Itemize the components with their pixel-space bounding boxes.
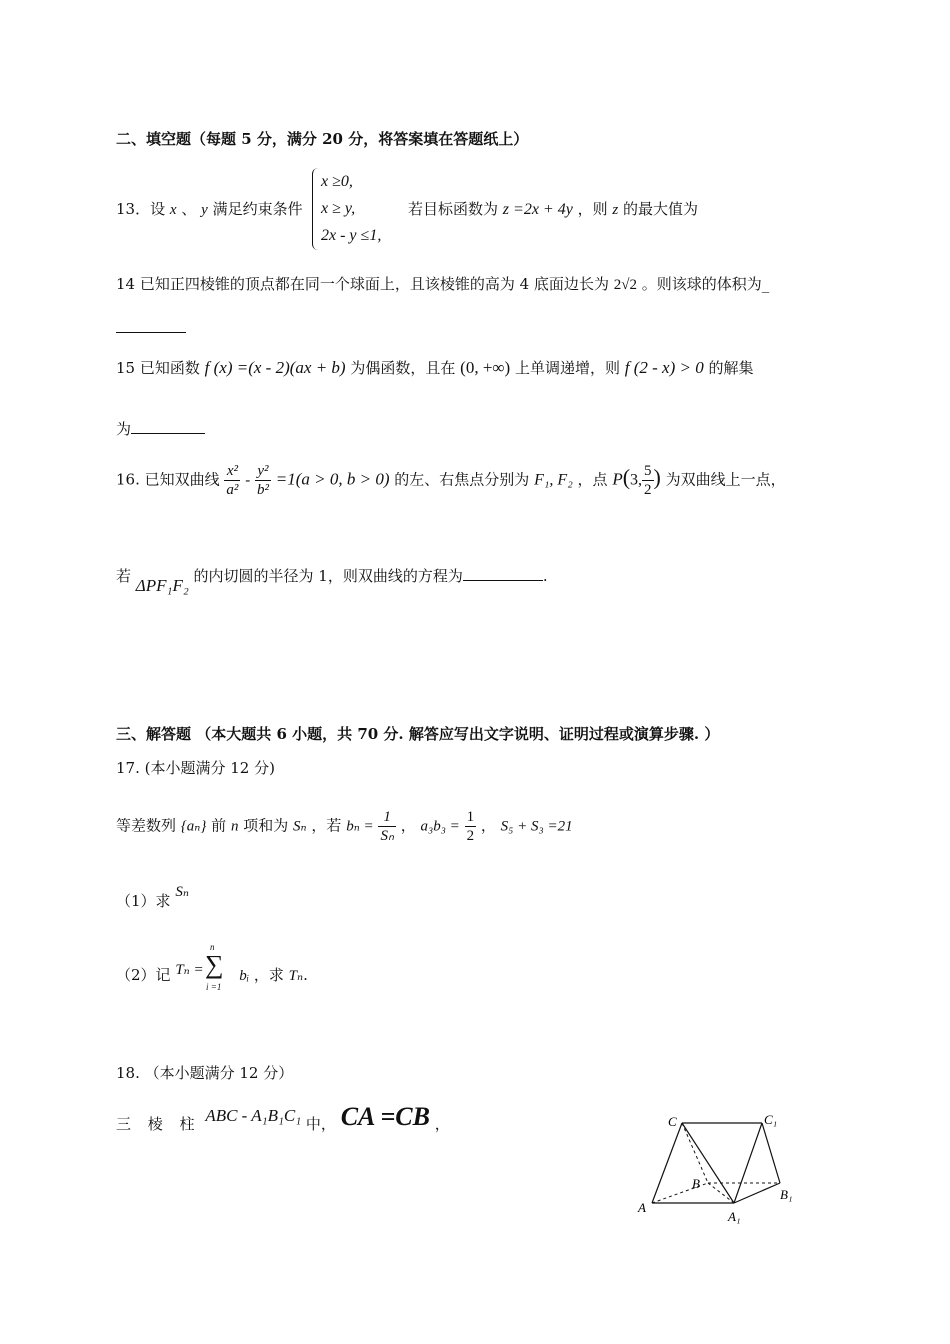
q13-text3: ，则 <box>577 200 608 218</box>
q16-text6: 的内切圆的半径为 1，则双曲线的方程为 <box>193 567 463 585</box>
q13-text4: 的最大值为 <box>623 200 699 218</box>
edge-b-a1-hidden <box>708 1183 734 1203</box>
q17-header: 17. (本小题满分 12 分) <box>116 759 275 777</box>
q14-answer-blank-line <box>116 318 186 337</box>
q14-value: 2√2 <box>613 277 637 293</box>
q17-n: n <box>230 818 239 835</box>
q16-triangle: ΔPF₁F₂ <box>135 576 189 595</box>
q17-frac-half: $\frac{1}{2}$ <box>466 809 475 844</box>
q17-part2-var: Tₙ <box>288 968 304 984</box>
q16-minus: - <box>245 472 251 489</box>
q17-line <box>116 808 573 845</box>
q17-text5: ， <box>400 816 416 835</box>
q14-text2: 。则该球的体积为_ <box>641 275 770 293</box>
q17-a3b3: a₃b₃ = <box>420 818 460 835</box>
q18-text1: 三 棱 柱 <box>116 1115 201 1133</box>
q13-text2: 若目标函数为 <box>408 200 499 218</box>
q16-frac-x: $\frac{\text{x²}}{\text{a²}}$ <box>226 463 239 498</box>
q18-header: 18. （本小题满分 12 分） <box>116 1064 294 1082</box>
q17-sigma-term: bᵢ <box>239 968 250 984</box>
q16-eq-rest: =1(a > 0, b > 0) <box>275 469 390 489</box>
q13-number: 13．设 <box>116 200 166 218</box>
q15-line2 <box>116 418 205 439</box>
q17-sigma-top: n <box>210 942 215 952</box>
q15-text3: 上单调递增，则 <box>514 359 620 377</box>
q17-seq: {aₙ} <box>180 818 207 835</box>
q16-text3: ，点 <box>577 470 608 489</box>
section3-heading: 三、解答题 （本大题共 6 小题，共 70 分. 解答应写出文字说明、证明过程或演算步骤. ） <box>116 725 720 743</box>
q16-text2: 的左、右焦点分别为 <box>394 470 530 489</box>
q16-line: 16. 已知双曲线 $\frac{\text{x²}}{\text{a²}}$ - $\frac{\text{y²}}{\text{b²}}$ =1(a > 0, b > 0) 的左、右焦点分别为 F₁, F₂ ，点 P(3, $\frac{5}{2}$ ) 为双曲线上一点， <box>116 463 786 498</box>
q17-text6: ， <box>480 816 496 835</box>
q13-text1: 满足约束条件 <box>212 200 303 218</box>
q15-answer-blank[interactable] <box>131 419 205 434</box>
q14-answer-blank[interactable] <box>116 318 186 333</box>
edge-c1-b1 <box>762 1123 780 1183</box>
section2-heading: 二、填空题（每题 5 分，满分 20 分，将答案填在答题纸上） <box>116 130 529 148</box>
q15-text4: 的解集 <box>708 359 754 377</box>
q14-line <box>116 273 769 294</box>
q17-part1-var: Sₙ <box>175 884 189 900</box>
q16-point-label: P <box>612 469 623 489</box>
q17-text3: 项和为 <box>243 816 289 835</box>
q18-text2: 中， <box>305 1115 336 1133</box>
prism-figure <box>630 1108 810 1228</box>
label-c1: C₁ <box>764 1112 778 1127</box>
q16-text1: 16. 已知双曲线 <box>116 470 220 489</box>
q13-var-z: z <box>612 202 619 218</box>
q16-line2 <box>116 565 548 595</box>
q17-text4: ，若 <box>311 816 342 835</box>
q13-line-right <box>408 198 698 219</box>
q16-text4: 为双曲线上一点， <box>665 470 786 489</box>
q13-constraint-system <box>312 168 381 250</box>
q15-text2: 为偶函数，且在 <box>350 359 456 377</box>
q17-sn: Sₙ <box>293 818 307 835</box>
q16-foci: F₁, F₂ <box>534 471 573 489</box>
q15-text1: 15 已知函数 <box>116 359 200 377</box>
q17-part2-end: . <box>303 966 308 984</box>
q15-function: f (x) =(x - 2)(ax + b) <box>204 358 346 377</box>
q17-sum-eq: S₅ + S₃ =21 <box>500 818 573 835</box>
q17-text1: 等差数列 <box>116 816 177 835</box>
q14-text1: 14 已知正四棱锥的顶点都在同一个球面上，且该棱锥的高为 4 底面边长为 <box>116 275 609 293</box>
q17-sigma-symbol: ∑ <box>205 950 224 979</box>
q15-interval: (0, +∞) <box>460 358 511 377</box>
q13-constraint-1: x ≥0, <box>321 173 353 190</box>
q13-objective: z =2x + 4y <box>502 201 573 218</box>
q18-prism: ABC - A₁B₁C₁ <box>205 1106 302 1125</box>
q15-line <box>116 357 754 378</box>
edge-a1-b1 <box>734 1183 780 1203</box>
edge-a-c <box>652 1123 682 1203</box>
q13-var-y: y <box>201 202 208 218</box>
label-c: C <box>668 1114 677 1129</box>
q18-text3: ， <box>434 1115 450 1133</box>
q13-constraint-3: 2x - y ≤1, <box>321 227 382 244</box>
q17-part1-label: （1）求 <box>116 892 171 910</box>
q16-frac-y: $\frac{\text{y²}}{\text{b²}}$ <box>256 463 269 498</box>
q16-text5: 若 <box>116 567 132 585</box>
edge-c1-a1 <box>734 1123 762 1203</box>
q16-answer-blank[interactable] <box>463 566 543 581</box>
q16-point-frac: $\frac{5}{2}$ <box>644 463 652 498</box>
q17-frac-1-sn: $\frac{1}{\text{Sₙ}}$ <box>380 809 394 844</box>
q13-line <box>116 198 303 219</box>
label-b: B <box>692 1176 700 1191</box>
q17-part2-text: ，求 <box>253 966 284 984</box>
q17-bn: bₙ = <box>346 818 374 835</box>
edge-c-b-hidden <box>682 1123 708 1183</box>
q15-text5: 为 <box>116 420 132 438</box>
q13-sep: 、 <box>181 200 197 218</box>
q15-inequality: f (2 - x) > 0 <box>624 358 704 377</box>
label-a1: A₁ <box>728 1209 741 1224</box>
q17-part2-label: （2）记 <box>116 966 171 984</box>
q13-constraint-2: x ≥ y, <box>321 200 356 217</box>
label-a: A <box>638 1200 646 1215</box>
q17-sigma-bottom: i =1 <box>206 982 222 992</box>
q17-text2: 前 <box>211 816 227 835</box>
q16-point-x: 3, <box>630 471 643 489</box>
q13-var-x: x <box>169 202 177 218</box>
label-b1: B₁ <box>780 1187 793 1202</box>
edge-c-a1 <box>682 1123 734 1203</box>
q17-part1 <box>116 884 189 911</box>
q17-tn-def: Tₙ = <box>175 962 204 978</box>
q16-end: . <box>542 567 548 585</box>
q18-line <box>116 1102 450 1136</box>
q18-condition: CA =CB <box>340 1102 430 1131</box>
